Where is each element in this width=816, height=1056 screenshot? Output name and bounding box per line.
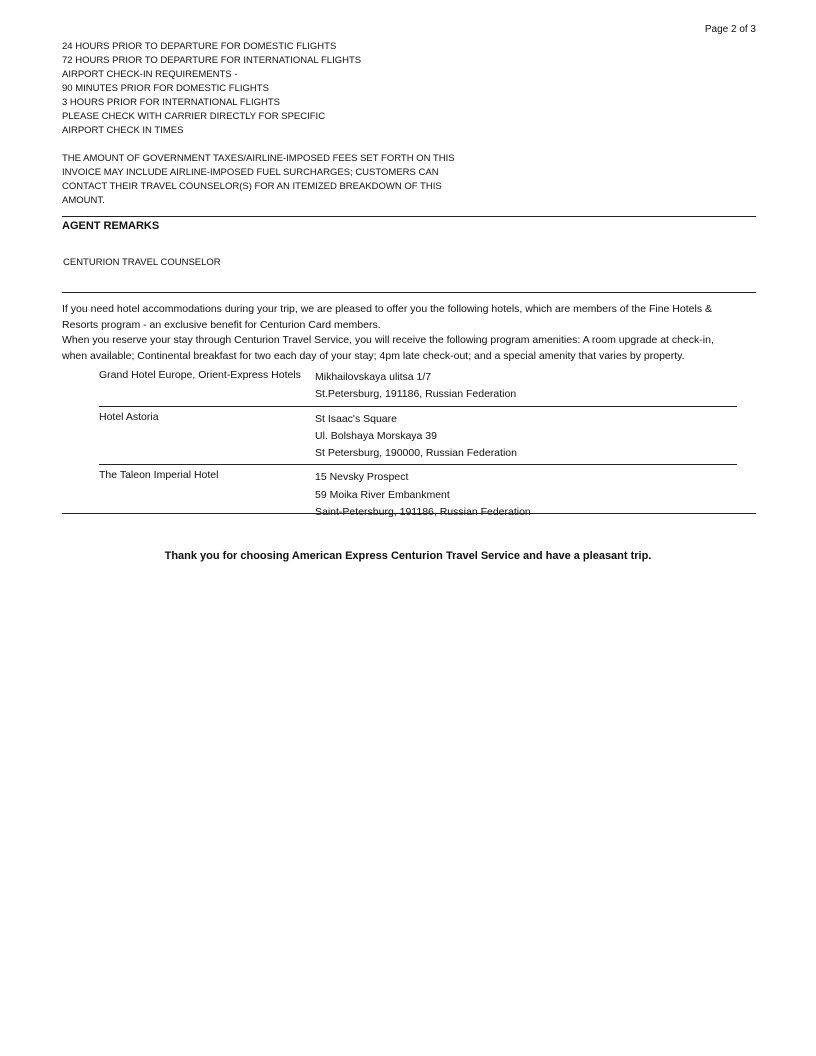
hotel-row	[99, 407, 737, 466]
intro-line: When you reserve your stay through Centurion Travel Service, you will receive the following program amenities: A room upgrade at check-in,	[62, 334, 714, 346]
checkin-line: 3 HOURS PRIOR FOR INTERNATIONAL FLIGHTS	[62, 97, 280, 108]
address-line: St Isaac's Square	[315, 412, 397, 425]
checkin-notes	[62, 40, 582, 138]
hotel-name: The Taleon Imperial Hotel	[99, 469, 219, 482]
address-line: 59 Moika River Embankment	[315, 488, 450, 501]
hotel-address	[315, 365, 737, 406]
address-line: St Petersburg, 190000, Russian Federation	[315, 447, 517, 460]
hotel-address	[315, 465, 737, 523]
page-number: Page 2 of 3	[704, 24, 756, 35]
address-line: Ul. Bolshaya Morskaya 39	[315, 429, 437, 442]
hotel-name: Grand Hotel Europe, Orient-Express Hotels	[99, 369, 301, 381]
tax-line: AMOUNT.	[62, 195, 105, 206]
hotel-intro	[62, 302, 756, 364]
checkin-line: 90 MINUTES PRIOR FOR DOMESTIC FLIGHTS	[62, 83, 269, 94]
hotel-name: Hotel Astoria	[99, 410, 159, 423]
tax-line: CONTACT THEIR TRAVEL COUNSELOR(S) FOR AN ITEMIZED BREAKDOWN OF THIS	[62, 181, 442, 192]
checkin-line: PLEASE CHECK WITH CARRIER DIRECTLY FOR SPECIFIC	[62, 111, 326, 122]
agent-remarks-heading: AGENT REMARKS	[62, 220, 160, 232]
address-line: Mikhailovskaya ulitsa 1/7	[315, 371, 432, 383]
section-divider	[62, 216, 756, 217]
thank-you-message: Thank you for choosing American Express Centurion Travel Service and have a pleasant trip.	[164, 550, 652, 562]
checkin-line: AIRPORT CHECK-IN REQUIREMENTS -	[62, 69, 238, 80]
tax-line: INVOICE MAY INCLUDE AIRLINE-IMPOSED FUEL SURCHARGES; CUSTOMERS CAN	[62, 167, 439, 178]
hotel-row	[99, 365, 737, 407]
tax-notice	[62, 152, 582, 208]
intro-line: If you need hotel accommodations during your trip, we are pleased to offer you the following hotels, which are members of the Fine Hotels &	[62, 303, 712, 315]
checkin-line: AIRPORT CHECK IN TIMES	[62, 125, 184, 136]
agent-remarks-text: CENTURION TRAVEL COUNSELOR	[63, 257, 221, 268]
section-divider	[62, 513, 756, 514]
address-line: St.Petersburg, 191186, Russian Federation	[315, 388, 517, 401]
address-line: Saint-Petersburg, 191186, Russian Federation	[315, 506, 531, 519]
intro-line: Resorts program - an exclusive benefit for Centurion Card members.	[62, 318, 381, 331]
hotel-row	[99, 465, 737, 523]
checkin-line: 72 HOURS PRIOR TO DEPARTURE FOR INTERNATIONAL FLIGHTS	[62, 55, 362, 66]
hotel-address	[315, 407, 737, 465]
tax-line: THE AMOUNT OF GOVERNMENT TAXES/AIRLINE-IMPOSED FEES SET FORTH ON THIS	[62, 153, 455, 164]
address-line: 15 Nevsky Prospect	[315, 471, 409, 484]
section-divider	[62, 292, 756, 293]
hotel-list	[99, 365, 737, 523]
intro-line: when available; Continental breakfast for two each day of your stay; 4pm late check-out; and a special amenity that varies by property.	[62, 349, 685, 362]
checkin-line: 24 HOURS PRIOR TO DEPARTURE FOR DOMESTIC FLIGHTS	[62, 41, 337, 52]
